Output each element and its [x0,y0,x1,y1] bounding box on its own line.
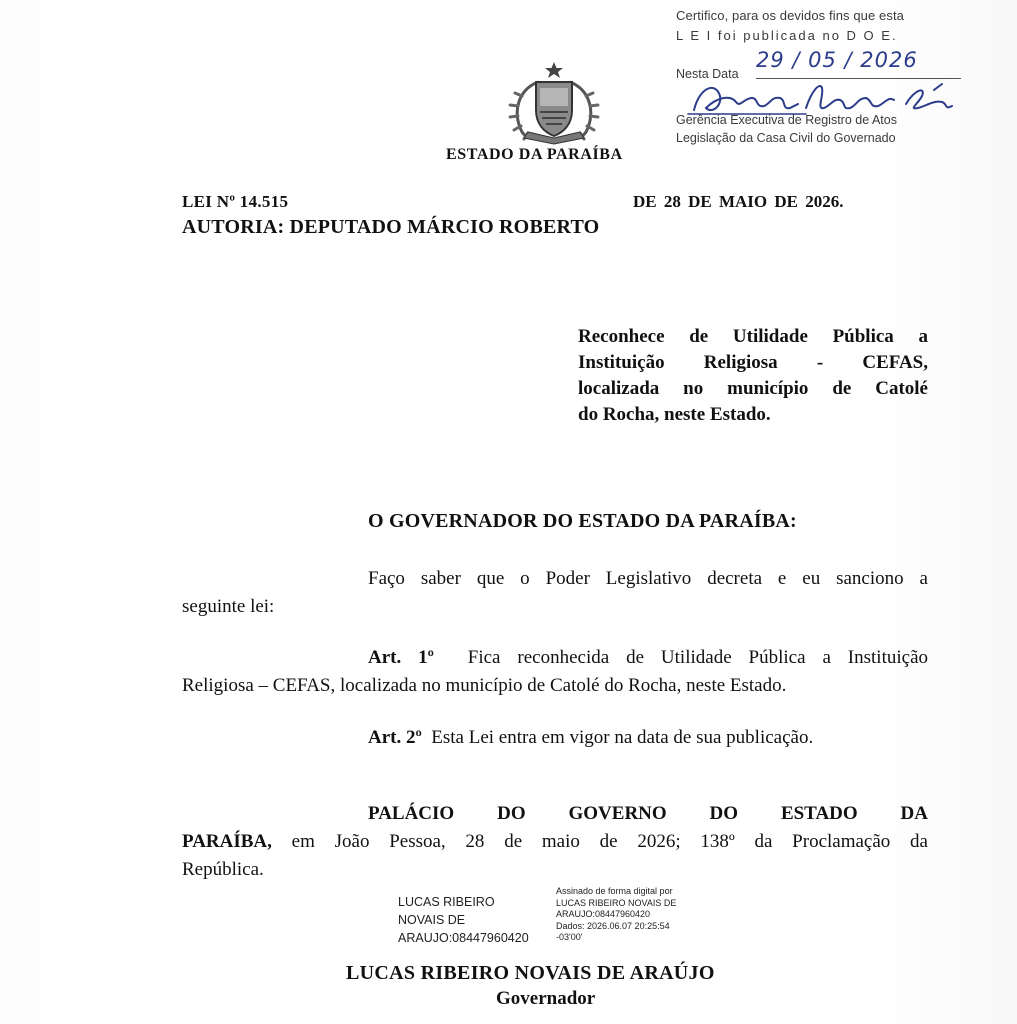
article-1-line1 [182,644,928,672]
coat-of-arms-icon [508,60,600,146]
dsig-name-line: ARAUJO:08447960420 [398,931,529,945]
stamp-dept-line2: Legislação da Casa Civil do Governado [676,131,896,145]
summary-line: do Rocha, neste Estado. [578,404,771,425]
dsig-info-line: ARAUJO:08447960420 [556,909,651,919]
law-authorship: AUTORIA: DEPUTADO MÁRCIO ROBERTO [182,216,600,238]
digital-signature-name [398,893,529,947]
signatory-name: LUCAS RIBEIRO NOVAIS DE ARAÚJO [346,962,715,984]
state-name-bold: PARAÍBA, [182,831,272,852]
stamp-date-label: Nesta Data [676,67,739,81]
dsig-info-line: Assinado de forma digital por [556,886,673,896]
article-1-line2: Religiosa – CEFAS, localizada no município de Catolé do Rocha, neste Estado. [182,675,787,696]
article-1 [182,644,928,700]
article-2-text: Esta Lei entra em vigor na data de sua publicação. [431,727,814,748]
intro-line: Faço saber que o Poder Legislativo decreta e eu sanciono a [368,568,928,589]
article-1-label: Art. 1º [368,647,434,668]
intro-line: seguinte lei: [182,596,275,617]
closing-paragraph [182,800,928,884]
stamp-dept-line1: Gerência Executiva de Registro de Atos [676,113,897,127]
publication-stamp [676,4,976,154]
stamp-certify-line: Certifico, para os devidos fins que esta [676,8,905,23]
intro-paragraph [182,565,928,621]
signatory-title: Governador [496,988,596,1009]
stamp-date-handwritten: 29 / 05 / 2026 [756,48,918,72]
dsig-info-line: -03'00' [556,932,583,942]
law-number: LEI Nº 14.515 [182,192,289,211]
law-date: DE 28 DE MAIO DE 2026. [633,192,844,211]
governor-heading: O GOVERNADOR DO ESTADO DA PARAÍBA: [368,510,797,532]
article-2 [182,724,928,752]
closing-line2 [182,828,928,856]
closing-place-date: em João Pessoa, 28 de maio de 2026; 138º da Proclamação da [271,831,928,852]
closing-line3: República. [182,859,264,880]
law-summary [578,324,928,428]
closing-line1 [182,800,928,828]
summary-line: Reconhece de Utilidade Pública a [578,326,928,347]
stamp-published-line: L E I foi publicada no D O E. [676,28,898,43]
dsig-info-line: LUCAS RIBEIRO NOVAIS DE [556,897,677,908]
article-1-text: Fica reconhecida de Utilidade Pública a Instituição [467,647,929,668]
summary-line: localizada no município de Catolé [578,378,928,399]
dsig-name-line: LUCAS RIBEIRO [398,895,495,909]
dsig-name-line: NOVAIS DE [398,913,466,927]
article-2-line [182,724,928,752]
dsig-info-line: Dados: 2026.06.07 20:25:54 [556,920,670,931]
summary-line: Instituição Religiosa - CEFAS, [578,352,928,373]
palace-heading: PALÁCIO DO GOVERNO DO ESTADO DA [368,803,928,824]
article-2-label: Art. 2º [368,727,422,748]
state-title: ESTADO DA PARAÍBA [446,146,623,163]
digital-signature-info [556,886,676,944]
